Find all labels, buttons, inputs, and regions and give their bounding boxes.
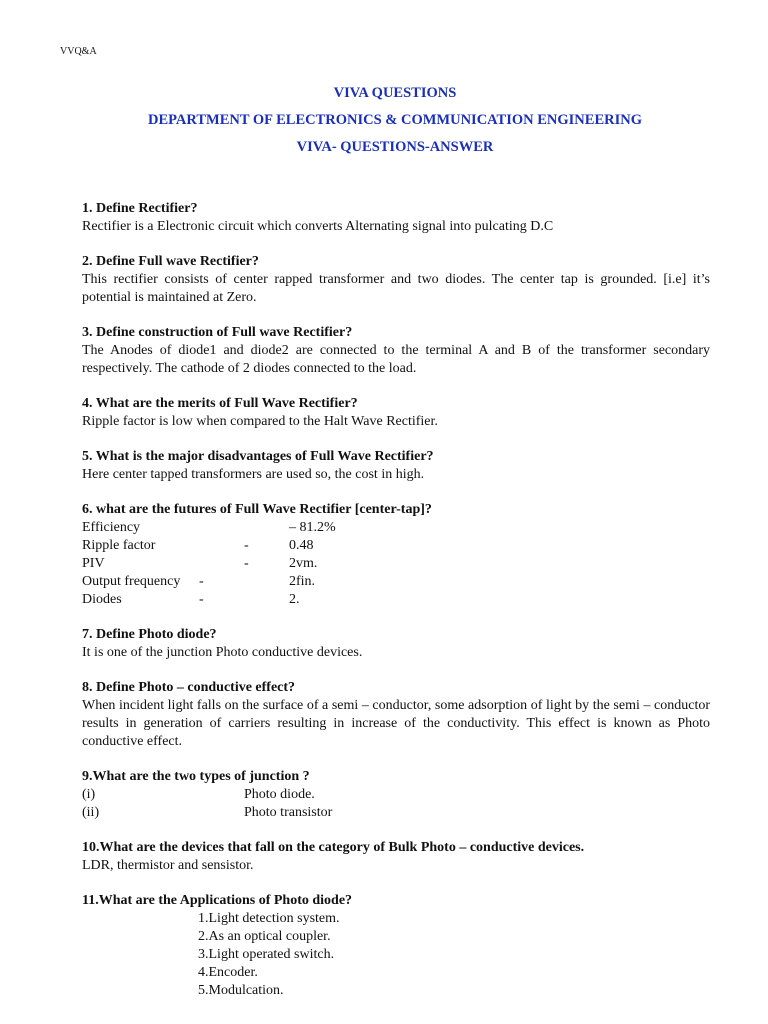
list-item: 2.As an optical coupler.	[198, 929, 331, 944]
qa-item-1	[82, 200, 710, 236]
question-7: 7. Define Photo diode?	[82, 627, 217, 642]
feature-dash: -	[199, 574, 204, 589]
title-viva-questions-answer: VIVA- QUESTIONS-ANSWER	[296, 139, 494, 155]
qa-item-9	[82, 768, 710, 822]
qa-content	[82, 200, 710, 1017]
answer-2: This rectifier consists of center rapped transformer and two diodes. The center tap is grounded. [i.e] it’s potential is maintained at Zero.	[82, 272, 710, 305]
question-9: 9.What are the two types of junction ?	[82, 769, 310, 784]
feature-value: 2vm.	[289, 556, 318, 571]
question-10: 10.What are the devices that fall on the category of Bulk Photo – conductive devices.	[82, 840, 585, 855]
answer-1: Rectifier is a Electronic circuit which converts Alternating signal into pulcating D.C	[82, 219, 554, 234]
answer-5: Here center tapped transformers are used so, the cost in high.	[82, 467, 425, 482]
answer-7: It is one of the junction Photo conductive devices.	[82, 645, 363, 660]
feature-dash: -	[244, 556, 249, 571]
applications-list	[198, 910, 710, 1000]
answer-4: Ripple factor is low when compared to the Halt Wave Rectifier.	[82, 414, 438, 429]
answer-8: When incident light falls on the surface of a semi – conductor, some adsorption of light by the semi – conductor results in generation of carriers resulting in increase of the conductivity. This effect is known as Photo conductive effect.	[82, 698, 710, 749]
feature-label: Efficiency	[82, 520, 141, 535]
question-8: 8. Define Photo – conductive effect?	[82, 680, 296, 695]
answer-3: The Anodes of diode1 and diode2 are connected to the terminal A and B of the transformer secondary respectively. The cathode of 2 diodes connected to the load.	[82, 343, 710, 376]
feature-dash: -	[244, 538, 249, 553]
feature-row	[82, 555, 710, 573]
question-6: 6. what are the futures of Full Wave Rectifier [center-tap]?	[82, 502, 432, 517]
qa-item-6	[82, 501, 710, 609]
qa-item-2	[82, 253, 710, 307]
answer-10: LDR, thermistor and sensistor.	[82, 858, 254, 873]
title-viva-questions: VIVA QUESTIONS	[333, 85, 457, 101]
feature-row	[82, 537, 710, 555]
junction-label: (ii)	[82, 805, 100, 820]
feature-row	[82, 573, 710, 591]
list-item: 5.Modulcation.	[198, 983, 284, 998]
feature-value: 0.48	[289, 538, 314, 553]
qa-item-7	[82, 626, 710, 662]
list-item: 4.Encoder.	[198, 965, 258, 980]
feature-label: Output frequency	[82, 574, 181, 589]
feature-dash: -	[199, 592, 204, 607]
junction-row	[82, 804, 710, 822]
question-11: 11.What are the Applications of Photo diode?	[82, 893, 353, 908]
junction-label: (i)	[82, 787, 96, 802]
feature-value: 2.	[289, 592, 300, 607]
question-4: 4. What are the merits of Full Wave Rectifier?	[82, 396, 358, 411]
qa-item-8	[82, 679, 710, 751]
junction-value: Photo diode.	[244, 787, 315, 802]
junction-value: Photo transistor	[244, 805, 333, 820]
list-item: 3.Light operated switch.	[198, 947, 335, 962]
question-3: 3. Define construction of Full wave Rectifier?	[82, 325, 353, 340]
qa-item-3	[82, 324, 710, 378]
qa-item-10	[82, 839, 710, 875]
feature-row	[82, 591, 710, 609]
qa-item-4	[82, 395, 710, 431]
junction-row	[82, 786, 710, 804]
question-2: 2. Define Full wave Rectifier?	[82, 254, 259, 269]
feature-label: Ripple factor	[82, 538, 156, 553]
header-tag: VVQ&A	[60, 46, 97, 57]
feature-label: PIV	[82, 556, 105, 571]
document-titles	[0, 84, 768, 165]
question-1: 1. Define Rectifier?	[82, 201, 198, 216]
feature-row	[82, 519, 710, 537]
feature-value: – 81.2%	[289, 520, 336, 535]
question-5: 5. What is the major disadvantages of Full Wave Rectifier?	[82, 449, 434, 464]
feature-label: Diodes	[82, 592, 122, 607]
title-department: DEPARTMENT OF ELECTRONICS & COMMUNICATION ENGINEERING	[147, 112, 642, 128]
qa-item-11	[82, 892, 710, 1000]
feature-value: 2fin.	[289, 574, 316, 589]
qa-item-5	[82, 448, 710, 484]
list-item: 1.Light detection system.	[198, 911, 340, 926]
